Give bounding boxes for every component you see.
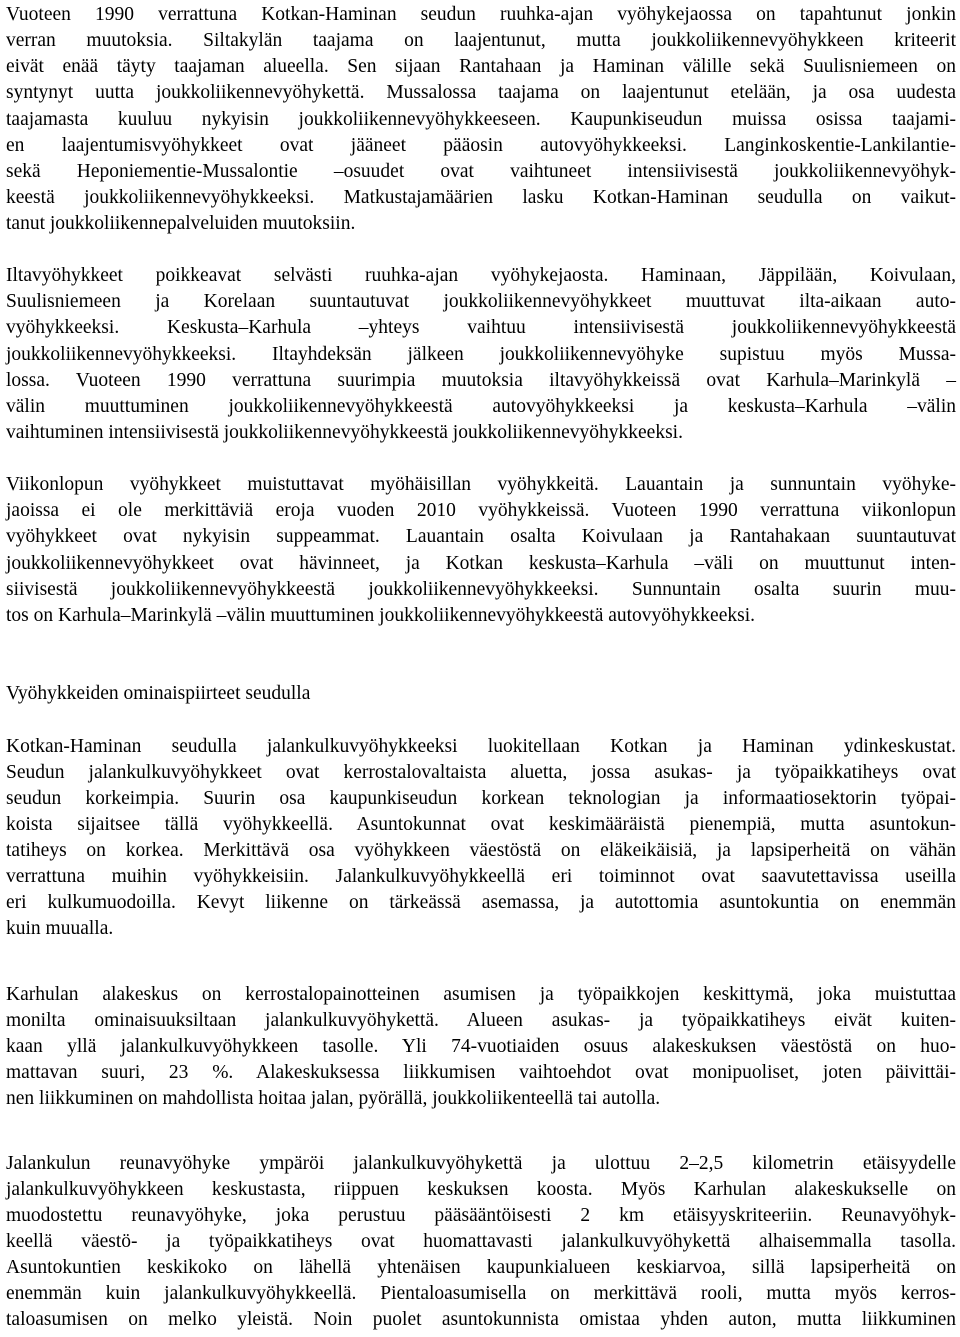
text-line: kuin muualla.	[6, 918, 114, 939]
text-line: verran muutoksia. Siltakylän taajama on laajentunut, mutta joukkoliikennevyöhykkeen kriteerit	[6, 30, 956, 51]
text-line: taajamasta kuuluu nykyisin joukkoliikennevyöhykkeeseen. Kaupunkiseudun muissa osissa taajami-	[6, 109, 956, 130]
text-line: koista sijaitsee tällä vyöhykkeellä. Asuntokunnat ovat keskimääräistä pienempiä, mutta asuntokun-	[6, 814, 956, 835]
text-line: joukkoliikennevyöhykkeeksi. Iltayhdeksän jälkeen joukkoliikennevyöhyke supistuu myös Mussa-	[6, 344, 956, 365]
section-heading: Vyöhykkeiden ominaispiirteet seudulla	[6, 683, 311, 704]
text-line: enemmän kuin jalankulkuvyöhykkeellä. Pientaloasumisella on merkittävä rooli, mutta myös kerros-	[6, 1283, 956, 1304]
text-line: nen liikkuminen on mahdollista hoitaa jalan, pyörällä, joukkoliikenteellä tai autolla.	[6, 1088, 661, 1109]
text-line: välin muuttuminen joukkoliikennevyöhykkeestä autovyöhykkeeksi ja keskusta–Karhula –välin	[6, 396, 956, 417]
text-line: mattavan suuri, 23 %. Alakeskuksessa liikkumisen vaihtoehdot ovat monipuoliset, joten päivittäi-	[6, 1062, 956, 1083]
text-line: verrattuna muihin vyöhykkeisiin. Jalankulkuvyöhykkeellä eri toiminnot ovat saavutettavissa useilla	[6, 866, 956, 887]
text-line: lossa. Vuoteen 1990 verrattuna suurimpia muutoksia iltavyöhykkeissä ovat Karhula–Marinkylä –	[6, 370, 956, 391]
text-line: Vuoteen 1990 verrattuna Kotkan-Haminan seudun ruuhka-ajan vyöhykejaossa on tapahtunut jonkin	[6, 4, 956, 25]
text-line: taloasumisen on melko yleistä. Noin puolet asuntokunnista omistaa yhden auton, mutta liikkuminen	[6, 1309, 956, 1330]
text-line: vyöhykkeet ovat nykyisin suppeammat. Lauantain osalta Koivulaan ja Rantahakaan suuntautuvat	[6, 526, 956, 547]
text-line: joukkoliikennevyöhykkeet ovat hävinneet, ja Kotkan keskusta–Karhula –väli on muuttunut inten-	[6, 553, 956, 574]
text-line: keestä joukkoliikennevyöhykkeeksi. Matkustajamäärien lasku Kotkan-Haminan seudulla on vaikut-	[6, 187, 956, 208]
text-line: Suulisniemeen ja Korelaan suuntautuvat joukkoliikennevyöhykkeet muuttuvat ilta-aikaan auto-	[6, 291, 956, 312]
text-line: sekä Heponiementie-Mussalontie –osuudet ovat vaihtuneet intensiivisestä joukkoliikennevyöhyk-	[6, 161, 956, 182]
text-line: eivät enää täyty taajaman alueella. Sen sijaan Rantahaan ja Haminan välille sekä Suulisniemeen on	[6, 56, 956, 77]
text-line: monilta ominaisuuksiltaan jalankulkuvyöhykettä. Alueen asukas- ja työpaikkatiheys eivät kuiten-	[6, 1010, 956, 1031]
text-line: Viikonlopun vyöhykkeet muistuttavat myöhäisillan vyöhykkeitä. Lauantain ja sunnuntain vyöhyke-	[6, 474, 956, 495]
text-line: siivisestä joukkoliikennevyöhykkeestä joukkoliikennevyöhykkeeksi. Sunnuntain osalta suurin muu-	[6, 579, 956, 600]
text-line: kaan yllä jalankulkuvyöhykkeen tasolle. Yli 74-vuotiaiden osuus alakeskuksen väestöstä on huo-	[6, 1036, 956, 1057]
text-line: eri kulkumuodoilla. Kevyt liikenne on tärkeässä asemassa, ja autottomia asuntokuntia on enemmän	[6, 892, 956, 913]
text-line: seudun korkeimpia. Suurin osa kaupunkiseudun korkean teknologian ja informaatiosektorin työpai-	[6, 788, 956, 809]
text-line: tanut joukkoliikennepalveluiden muutoksiin.	[6, 213, 356, 234]
text-line: tos on Karhula–Marinkylä –välin muuttuminen joukkoliikennevyöhykkeestä autovyöhykkeeksi.	[6, 605, 755, 626]
text-line: keellä väestö- ja työpaikkatiheys ovat huomattavasti jalankulkuvyöhykettä alhaisemmalla tasolla.	[6, 1231, 956, 1252]
text-line: Karhulan alakeskus on kerrostalopainotteinen asumisen ja työpaikkojen keskittymä, joka muistuttaa	[6, 984, 956, 1005]
text-line: jaoissa ei ole merkittäviä eroja vuoden 2010 vyöhykkeissä. Vuoteen 1990 verrattuna viikonlopun	[6, 500, 956, 521]
text-line: Seudun jalankulkuvyöhykkeet ovat kerrostalovaltaista aluetta, jossa asukas- ja työpaikkatiheys ovat	[6, 762, 956, 783]
text-line: syntynyt uutta joukkoliikennevyöhykettä. Mussalossa taajama on laajentunut etelään, ja osa uudesta	[6, 82, 956, 103]
text-line: tatiheys on korkea. Merkittävä osa vyöhykkeen väestöstä on eläkeikäisiä, ja lapsiperheitä on vähän	[6, 840, 956, 861]
text-line: Kotkan-Haminan seudulla jalankulkuvyöhykkeeksi luokitellaan Kotkan ja Haminan ydinkeskustat.	[6, 736, 956, 757]
text-line: vyöhykkeeksi. Keskusta–Karhula –yhteys vaihtuu intensiivisestä joukkoliikennevyöhykkeestä	[6, 317, 956, 338]
text-line: Jalankulun reunavyöhyke ympäröi jalankulkuvyöhykettä ja ulottuu 2–2,5 kilometrin etäisyydelle	[6, 1153, 956, 1174]
text-line: Asuntokuntien keskikoko on lähellä yhtenäisen kaupunkialueen keskiarvoa, sillä lapsiperheitä on	[6, 1257, 956, 1278]
text-line: Iltavyöhykkeet poikkeavat selvästi ruuhka-ajan vyöhykejaosta. Haminaan, Jäppilään, Koivulaan,	[6, 265, 956, 286]
text-line: vaihtuminen intensiivisestä joukkoliikennevyöhykkeestä joukkoliikennevyöhykkeeksi.	[6, 422, 683, 443]
text-line: en laajentumisvyöhykkeet ovat jääneet pääosin autovyöhykkeeksi. Langinkoskentie-Lankilantie-	[6, 135, 956, 156]
text-line: muodostettu reunavyöhyke, joka perustuu pääsääntöisesti 2 km etäisyyskriteeriin. Reunavyöhyk-	[6, 1205, 956, 1226]
text-line: jalankulkuvyöhykkeen keskustasta, riippuen keskuksen koosta. Myös Karhulan alakeskukselle on	[6, 1179, 956, 1200]
